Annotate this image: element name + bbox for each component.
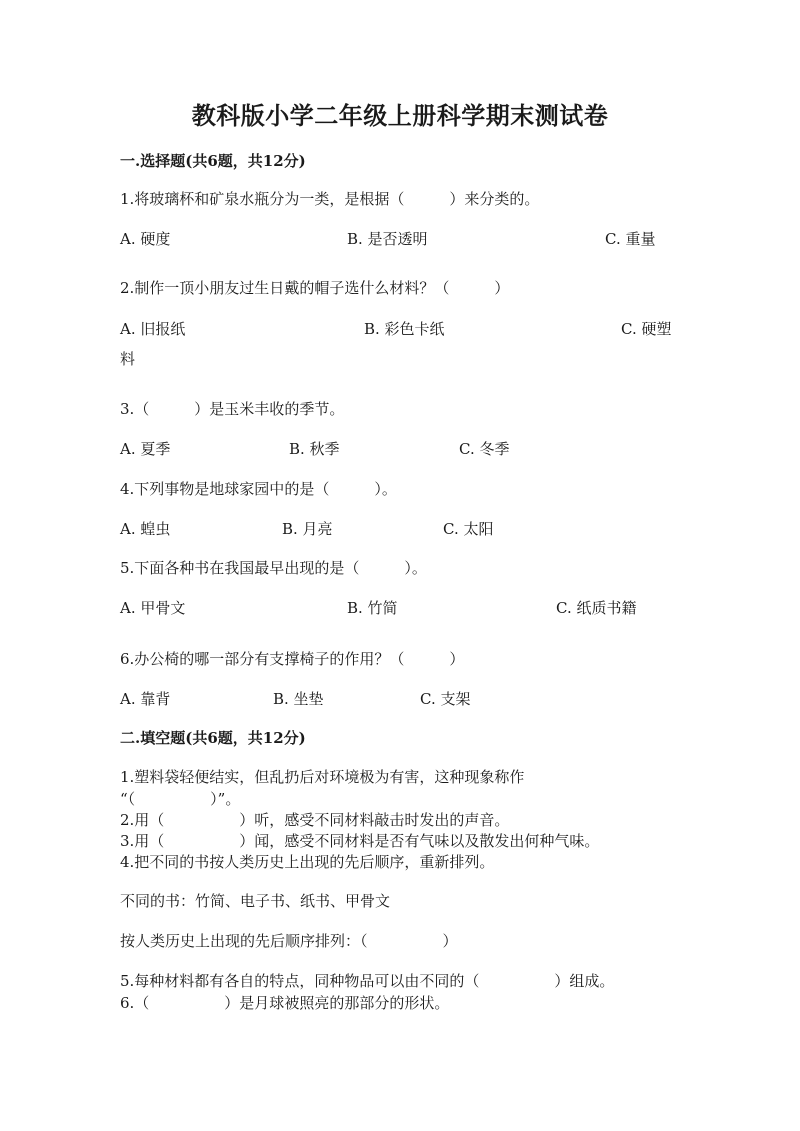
option-b: B. 坐垫 (273, 690, 324, 708)
option-c: C. 硬塑 (621, 320, 672, 338)
section-heading-fill: 二.填空题(共6题，共12分) (120, 729, 306, 747)
section-heading-choice: 一.选择题(共6题，共12分) (120, 152, 306, 170)
fill-line: 2.用（ ）听，感受不同材料敲击时发出的声音。 (120, 811, 510, 829)
option-c: C. 重量 (605, 230, 656, 248)
option-b: B. 月亮 (282, 520, 333, 538)
option-a: A. 硬度 (120, 230, 171, 248)
option-b: B. 竹简 (347, 599, 398, 617)
question-stem: 4.下列事物是地球家园中的是（ ）。 (120, 480, 397, 498)
fill-line: 5.每种材料都有各自的特点，同种物品可以由不同的（ ）组成。 (120, 972, 615, 990)
option-a: A. 靠背 (120, 690, 171, 708)
fill-line: 4.把不同的书按人类历史上出现的先后顺序，重新排列。 (120, 853, 495, 871)
option-a: A. 夏季 (120, 440, 171, 458)
fill-line: 按人类历史上出现的先后顺序排列：（ ） (120, 932, 458, 950)
fill-line: 3.用（ ）闻，感受不同材料是否有气味以及散发出何种气味。 (120, 832, 600, 850)
option-c-wrap: 料 (120, 350, 136, 368)
question-stem: 1.将玻璃杯和矿泉水瓶分为一类，是根据（ ）来分类的。 (120, 190, 540, 208)
fill-line: 不同的书：竹简、电子书、纸书、甲骨文 (120, 892, 391, 910)
option-c: C. 冬季 (459, 440, 510, 458)
fill-line: 6.（ ）是月球被照亮的那部分的形状。 (120, 994, 450, 1012)
fill-line: 1.塑料袋轻便结实，但乱扔后对环境极为有害，这种现象称作 (120, 768, 525, 786)
option-a: A. 甲骨文 (120, 599, 186, 617)
question-stem: 2.制作一顶小朋友过生日戴的帽子选什么材料？（ ） (120, 279, 510, 297)
option-a: A. 旧报纸 (120, 320, 186, 338)
option-b: B. 是否透明 (347, 230, 428, 248)
option-b: B. 彩色卡纸 (364, 320, 445, 338)
question-stem: 5.下面各种书在我国最早出现的是（ ）。 (120, 559, 427, 577)
option-c: C. 支架 (420, 690, 471, 708)
page-title: 教科版小学二年级上册科学期末测试卷 (191, 101, 609, 130)
option-c: C. 纸质书籍 (556, 599, 637, 617)
question-stem: 3.（ ）是玉米丰收的季节。 (120, 400, 345, 418)
option-a: A. 蝗虫 (120, 520, 171, 538)
option-b: B. 秋季 (289, 440, 340, 458)
fill-line: “（ ）”。 (120, 790, 241, 808)
question-stem: 6.办公椅的哪一部分有支撑椅子的作用？（ ） (120, 650, 465, 668)
option-c: C. 太阳 (443, 520, 494, 538)
